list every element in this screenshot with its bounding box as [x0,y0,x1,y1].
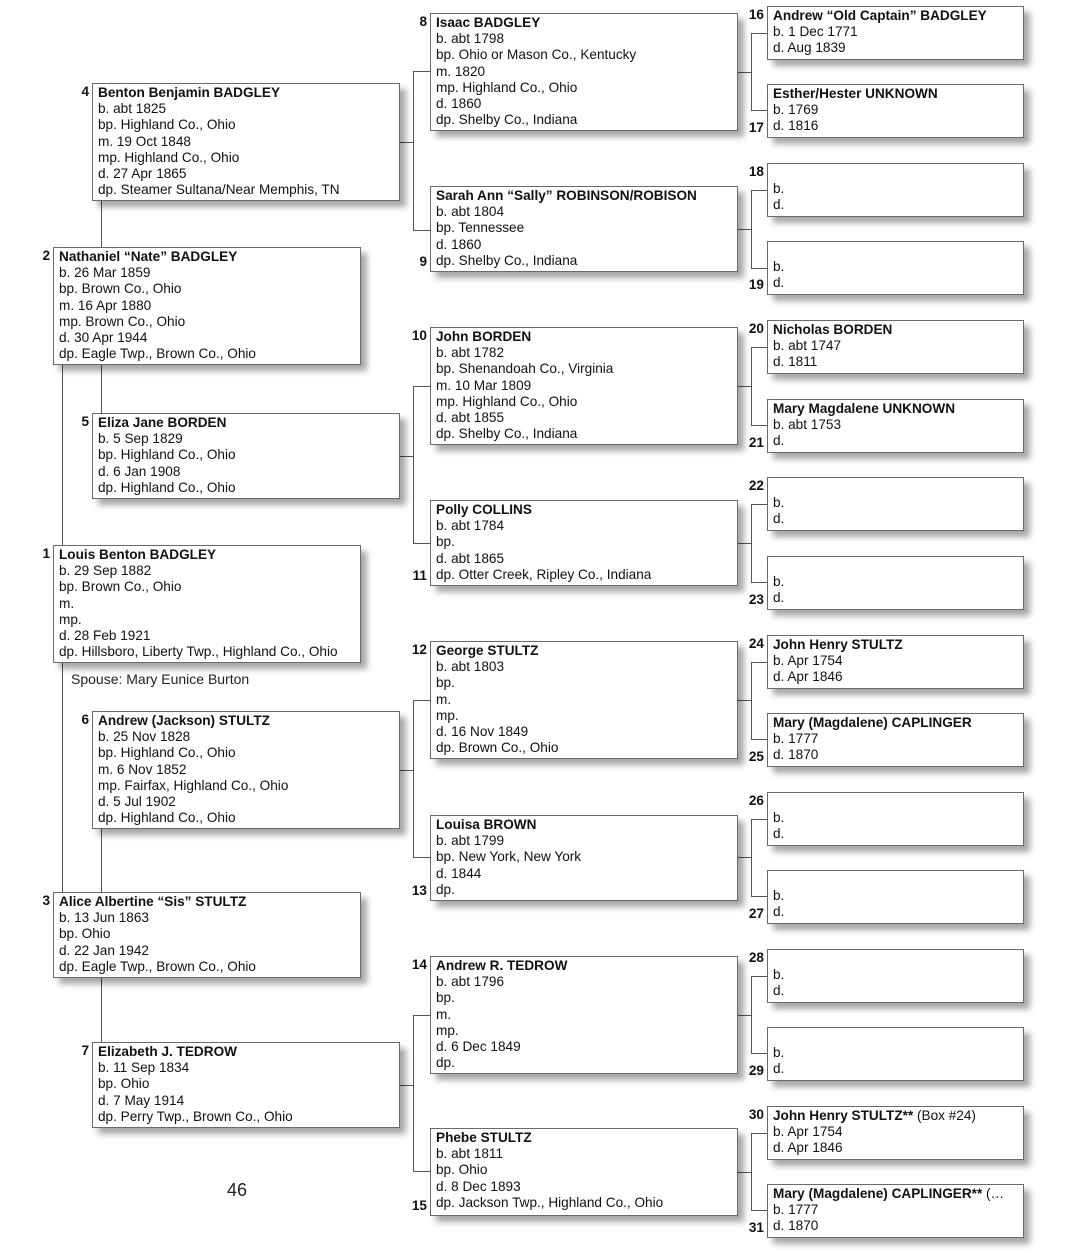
person-name: Louisa BROWN [436,817,537,832]
person-detail: dp. Shelby Co., Indiana [436,112,578,128]
person-detail: d. 16 Nov 1849 [436,724,529,740]
person-name: Alice Albertine “Sis” STULTZ [59,894,247,909]
person-detail: dp. Jackson Twp., Highland Co., Ohio [436,1194,664,1210]
person-detail: d. [773,511,785,527]
person-name [773,558,777,573]
person-name: Sarah Ann “Sally” ROBINSON/ROBISON [436,188,697,203]
person-box-7 [92,1042,400,1128]
person-box-16 [767,6,1024,60]
person-detail: dp. Perry Twp., Brown Co., Ohio [98,1108,293,1124]
person-detail: mp. Highland Co., Ohio [436,79,578,95]
ahnentafel-number: 15 [411,1198,427,1213]
person-detail: m. [436,691,452,707]
person-box-6 [92,711,400,829]
person-box-24 [767,635,1024,689]
ahnentafel-number: 13 [411,883,427,898]
connector-line [751,110,767,111]
person-detail: m. 6 Nov 1852 [98,761,187,777]
connector-line [751,347,767,348]
person-detail: d. Aug 1839 [773,40,846,56]
person-name: Nicholas BORDEN [773,322,893,337]
person-detail: d. 27 Apr 1865 [98,166,187,182]
connector-line [101,201,102,247]
ahnentafel-number: 28 [748,950,764,965]
ahnentafel-number: 16 [748,7,764,22]
connector-line [413,71,414,231]
person-detail: bp. Highland Co., Ohio [98,117,236,133]
connector-line [413,230,430,231]
person-detail: m. 19 Oct 1848 [98,133,191,149]
person-detail: m. 1820 [436,63,486,79]
ahnentafel-number: 25 [748,749,764,764]
person-detail: d. [773,590,785,606]
connector-line [400,456,413,457]
person-name-line [773,1029,1023,1045]
connector-line [413,700,414,858]
ahnentafel-number: 1 [42,546,50,561]
person-detail: b. [773,181,785,197]
person-detail: d. 5 Jul 1902 [98,794,176,810]
ahnentafel-number: 6 [81,712,89,727]
connector-line [751,896,767,897]
ahnentafel-number: 11 [412,568,427,583]
person-detail: bp. Tennessee [436,220,525,236]
person-name-line [773,794,1023,810]
person-detail: d. Apr 1846 [773,669,843,685]
person-detail: d. 30 Apr 1944 [59,330,148,346]
person-name-line [59,249,360,265]
connector-line [751,33,767,34]
person-box-11 [430,500,738,586]
person-detail: b. abt 1803 [436,659,505,675]
person-detail: dp. Brown Co., Ohio [436,740,559,756]
person-detail: bp. Brown Co., Ohio [59,281,182,297]
person-detail: b. abt 1799 [436,833,505,849]
connector-line [751,190,767,191]
person-box-1 [53,545,361,663]
person-detail: b. 1777 [773,1202,819,1218]
person-detail: b. 1 Dec 1771 [773,24,858,40]
person-name-line [773,401,1023,417]
person-detail: b. abt 1825 [98,101,167,117]
person-name-line [59,894,360,910]
person-box-12 [430,641,738,759]
person-detail: dp. Hillsboro, Liberty Twp., Highland Co., Ohio [59,644,338,660]
connector-line [751,662,752,740]
person-name-line [773,479,1023,495]
spouse-note: Spouse: Mary Eunice Burton [71,671,250,687]
connector-line [400,770,413,771]
person-detail: mp. [436,1022,459,1038]
person-detail: mp. [59,611,82,627]
person-detail: d. 1860 [436,96,482,112]
person-box-9 [430,186,738,272]
person-box-5 [92,413,400,499]
person-detail: bp. [436,990,455,1006]
ahnentafel-number: 12 [411,642,427,657]
person-box-25 [767,713,1024,767]
person-detail: dp. Shelby Co., Indiana [436,426,578,442]
person-detail: d. abt 1855 [436,410,505,426]
connector-line [738,857,751,858]
person-detail: bp. Shenandoah Co., Virginia [436,361,614,377]
ahnentafel-number: 24 [748,636,764,651]
person-name-line [773,8,1023,24]
person-detail: m. [59,595,75,611]
connector-line [738,72,751,73]
connector-line [751,1133,767,1134]
connector-line [413,857,430,858]
person-name [773,165,777,180]
connector-line [101,978,102,1042]
person-note: (… [982,1186,1005,1201]
ahnentafel-number: 23 [748,592,764,607]
person-detail: d. 1844 [436,865,482,881]
ahnentafel-number: 10 [411,328,427,343]
person-box-29 [767,1027,1024,1081]
ahnentafel-number: 27 [748,906,764,921]
person-detail: mp. Highland Co., Ohio [436,393,578,409]
person-detail: bp. [436,675,455,691]
ahnentafel-number: 31 [748,1220,764,1235]
person-detail: d. [773,433,785,449]
person-name: Andrew “Old Captain” BADGLEY [773,8,987,23]
person-detail: b. abt 1798 [436,31,505,47]
person-name [773,872,777,887]
person-name-line [773,1186,1023,1202]
connector-line [400,142,413,143]
connector-line [413,71,430,72]
connector-line [751,582,767,583]
connector-line [751,33,752,111]
ahnentafel-number: 3 [42,893,50,908]
ahnentafel-number: 20 [748,321,764,336]
connector-line [738,543,751,544]
person-name-line [773,558,1023,574]
person-detail: d. [773,826,785,842]
person-name-line [773,322,1023,338]
person-detail: mp. Highland Co., Ohio [98,149,240,165]
person-detail: b. [773,259,785,275]
person-name [773,243,777,258]
person-name-line [773,1108,1023,1124]
connector-line [738,386,751,387]
person-name: John Henry STULTZ** [773,1108,914,1123]
person-detail: b. 29 Sep 1882 [59,563,152,579]
person-name: Phebe STULTZ [436,1130,532,1145]
ahnentafel-number: 30 [748,1107,764,1122]
person-detail: bp. New York, New York [436,849,582,865]
ahnentafel-number: 17 [748,120,764,135]
person-name-line [773,715,1023,731]
person-detail: bp. Highland Co., Ohio [98,447,236,463]
person-detail: bp. Highland Co., Ohio [98,745,236,761]
connector-line [413,700,430,701]
person-name: John BORDEN [436,329,532,344]
person-detail: b. 26 Mar 1859 [59,265,151,281]
person-detail: d. abt 1865 [436,550,505,566]
person-detail: b. [773,574,785,590]
person-detail: d. [773,983,785,999]
person-detail: d. 1811 [773,354,818,370]
person-name: Mary (Magdalene) CAPLINGER [773,715,972,730]
person-name: Benton Benjamin BADGLEY [98,85,281,100]
person-name-line [436,15,737,31]
person-detail: d. Apr 1846 [773,1140,843,1156]
person-name-line [98,713,399,729]
person-detail: dp. [436,1055,455,1071]
person-detail: d. [773,904,785,920]
person-name: Andrew R. TEDROW [436,958,568,973]
person-box-15 [430,1128,738,1216]
person-detail: b. 11 Sep 1834 [98,1060,190,1076]
connector-line [751,662,767,663]
connector-line [413,1015,430,1016]
person-detail: d. 1860 [436,236,482,252]
person-detail: b. abt 1782 [436,345,505,361]
person-detail: b. abt 1747 [773,338,842,354]
person-name: Elizabeth J. TEDROW [98,1044,237,1059]
person-detail: b. abt 1811 [436,1146,504,1162]
connector-line [751,190,752,268]
person-detail: mp. Brown Co., Ohio [59,313,186,329]
person-detail: dp. Otter Creek, Ripley Co., Indiana [436,566,652,582]
person-detail: dp. Eagle Twp., Brown Co., Ohio [59,346,256,362]
person-detail: d. [773,197,785,213]
person-box-8 [430,13,738,131]
ahnentafel-number: 7 [81,1043,89,1058]
person-name-line [436,329,737,345]
person-box-23 [767,556,1024,610]
person-box-30 [767,1106,1024,1160]
connector-line [751,268,767,269]
page-number: 46 [227,1180,248,1200]
person-detail: d. 22 Jan 1942 [59,942,149,958]
person-name-line [773,872,1023,888]
connector-line [751,1133,752,1211]
person-detail: m. 16 Apr 1880 [59,297,152,313]
person-detail: bp. [436,534,455,550]
person-box-19 [767,241,1024,295]
connector-line [751,739,767,740]
person-name-line [98,1044,399,1060]
person-detail: b. 1777 [773,731,819,747]
person-detail: d. 6 Jan 1908 [98,463,181,479]
connector-line [738,229,751,230]
person-name: Isaac BADGLEY [436,15,541,30]
person-detail: b. [773,967,785,983]
person-name-line [436,502,737,518]
person-detail: b. abt 1804 [436,204,505,220]
connector-line [751,976,767,977]
person-name-line [773,243,1023,259]
person-box-3 [53,892,361,978]
person-detail: bp. Ohio [436,1162,488,1178]
person-name-line [773,637,1023,653]
person-detail: b. [773,495,785,511]
person-box-22 [767,477,1024,531]
person-name-line [436,643,737,659]
person-name: Esther/Hester UNKNOWN [773,86,938,101]
connector-line [751,425,767,426]
ahnentafel-number: 29 [748,1063,764,1078]
ahnentafel-number: 14 [411,957,427,972]
person-name [773,794,777,809]
person-detail: d. 7 May 1914 [98,1092,185,1108]
connector-line [101,365,102,413]
connector-line [413,386,430,387]
person-name [773,1029,777,1044]
person-name-line [773,165,1023,181]
person-box-21 [767,399,1024,453]
connector-line [751,976,752,1054]
person-detail: d. 28 Feb 1921 [59,628,151,644]
ahnentafel-number: 19 [748,277,764,292]
ahnentafel-number: 18 [748,164,764,179]
person-box-18 [767,163,1024,217]
person-box-2 [53,247,361,365]
person-box-28 [767,949,1024,1003]
person-detail: d. 6 Dec 1849 [436,1039,521,1055]
ahnentafel-number: 5 [81,414,89,429]
person-detail: b. [773,810,785,826]
connector-line [413,1171,430,1172]
person-detail: b. abt 1796 [436,974,505,990]
person-detail: dp. [436,881,455,897]
person-detail: d. 1816 [773,118,819,134]
person-detail: d. 1870 [773,1218,819,1234]
person-detail: d. 8 Dec 1893 [436,1178,521,1194]
ahnentafel-number: 2 [42,248,50,263]
person-name-line [436,1130,737,1146]
person-box-31 [767,1184,1024,1238]
connector-line [751,819,767,820]
person-detail: b. abt 1784 [436,518,505,534]
person-name: Nathaniel “Nate” BADGLEY [59,249,238,264]
person-detail: bp. Ohio [59,926,111,942]
connector-line [413,386,414,544]
connector-line [751,504,752,582]
person-detail: b. 5 Sep 1829 [98,431,183,447]
person-box-26 [767,792,1024,846]
person-detail: m. [436,1006,452,1022]
person-detail: bp. Brown Co., Ohio [59,579,182,595]
person-detail: m. 10 Mar 1809 [436,377,532,393]
person-box-14 [430,956,738,1074]
person-name [773,951,777,966]
person-name-line [98,415,399,431]
person-detail: b. 25 Nov 1828 [98,729,191,745]
connector-line [751,1210,767,1211]
person-box-10 [430,327,738,445]
person-name: Andrew (Jackson) STULTZ [98,713,270,728]
person-detail: mp. [436,707,459,723]
person-name: Mary (Magdalene) CAPLINGER** [773,1186,983,1201]
connector-line [738,700,751,701]
connector-line [101,829,102,892]
person-detail: b. 13 Jun 1863 [59,910,149,926]
person-name: Mary Magdalene UNKNOWN [773,401,956,416]
ahnentafel-number: 9 [419,254,427,269]
connector-line [751,819,752,897]
person-note: (Box #24) [913,1108,976,1123]
ahnentafel-number: 21 [748,435,764,450]
person-detail: dp. Eagle Twp., Brown Co., Ohio [59,958,256,974]
person-name: Polly COLLINS [436,502,532,517]
connector-line [400,1085,413,1086]
connector-line [751,1053,767,1054]
person-detail: mp. Fairfax, Highland Co., Ohio [98,777,289,793]
person-name: Eliza Jane BORDEN [98,415,227,430]
person-detail: b. Apr 1754 [773,1124,843,1140]
connector-line [751,347,752,426]
ahnentafel-number: 4 [81,84,89,99]
ahnentafel-number: 8 [419,14,427,29]
person-detail: dp. Shelby Co., Indiana [436,252,578,268]
person-name-line [436,188,737,204]
person-detail: d. [773,1061,785,1077]
person-name-line [98,85,399,101]
ahnentafel-number: 26 [748,793,764,808]
person-name-line [773,86,1023,102]
person-detail: dp. Highland Co., Ohio [98,810,236,826]
person-name-line [773,951,1023,967]
person-box-17 [767,84,1024,138]
person-detail: bp. Ohio [98,1076,150,1092]
connector-line [413,543,430,544]
person-detail: b. 1769 [773,102,819,118]
person-name: George STULTZ [436,643,539,658]
person-detail: b. abt 1753 [773,417,842,433]
person-name-line [436,958,737,974]
connector-line [738,1015,751,1016]
person-name [773,479,777,494]
person-box-4 [92,83,400,201]
person-name: John Henry STULTZ [773,637,903,652]
person-detail: d. 1870 [773,747,819,763]
person-detail: d. [773,275,785,291]
person-detail: b. Apr 1754 [773,653,843,669]
person-box-20 [767,320,1024,374]
person-detail: dp. Steamer Sultana/Near Memphis, TN [98,182,340,198]
person-detail: dp. Highland Co., Ohio [98,479,236,495]
person-box-27 [767,870,1024,924]
person-detail: b. [773,888,785,904]
person-name-line [59,547,360,563]
connector-line [738,1172,751,1173]
person-box-13 [430,815,738,901]
ahnentafel-number: 22 [748,478,764,493]
connector-line [751,504,767,505]
person-name: Louis Benton BADGLEY [59,547,217,562]
person-detail: b. [773,1045,785,1061]
person-name-line [436,817,737,833]
connector-line [413,1015,414,1172]
person-detail: bp. Ohio or Mason Co., Kentucky [436,47,637,63]
